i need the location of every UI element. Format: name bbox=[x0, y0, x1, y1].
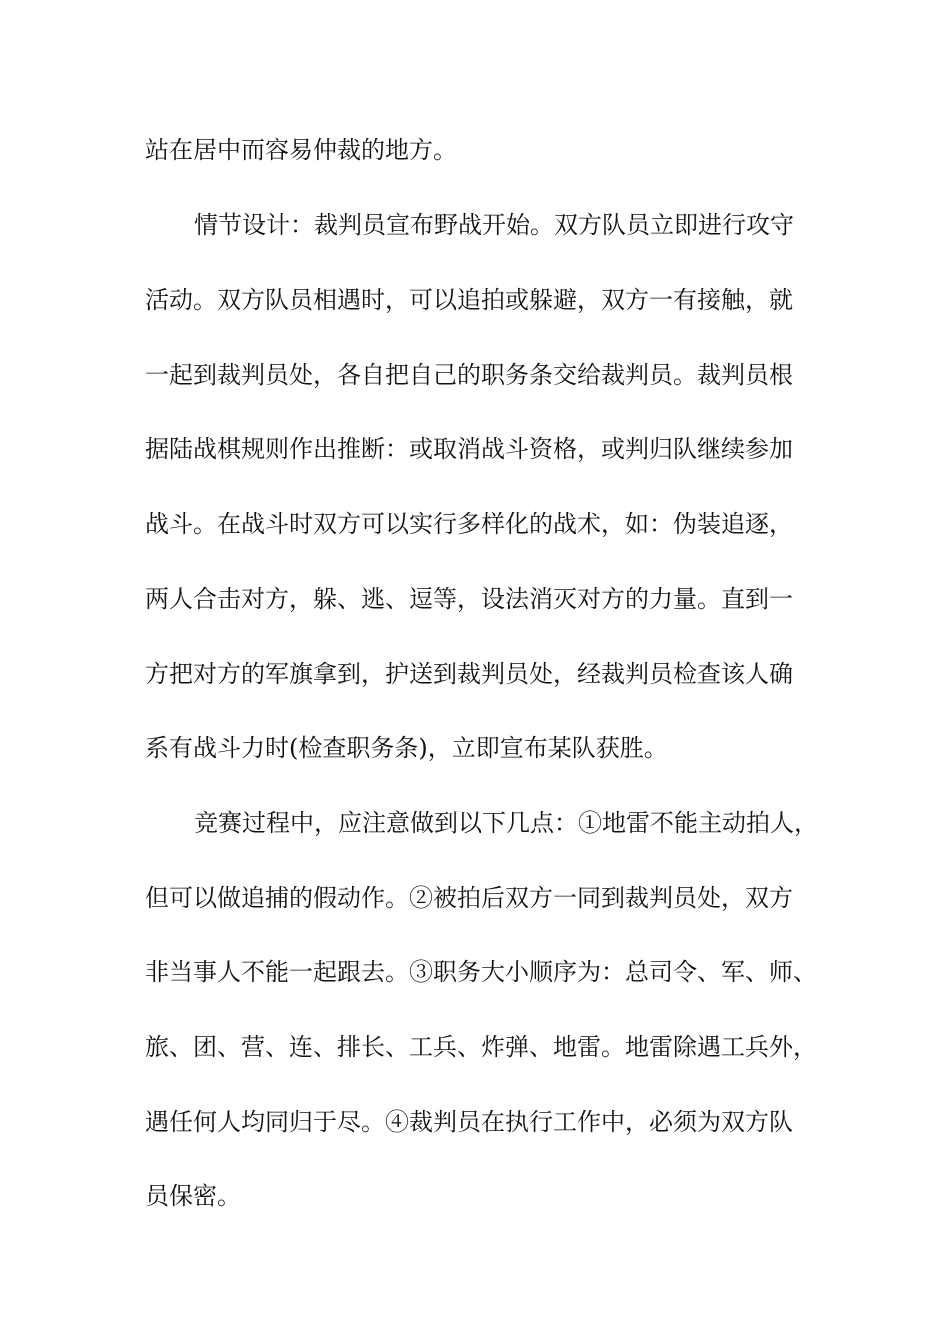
paragraph-line: 据陆战棋规则作出推断：或取消战斗资格，或判归队继续参加 bbox=[145, 435, 793, 463]
paragraph-line: 但可以做追捕的假动作。②被拍后双方一同到裁判员处，双方 bbox=[145, 884, 793, 912]
paragraph-line: 遇任何人均同归于尽。④裁判员在执行工作中，必须为双方队 bbox=[145, 1108, 793, 1136]
paragraph-line: 站在居中而容易仲裁的地方。 bbox=[145, 136, 457, 164]
paragraph-line: 系有战斗力时(检查职务条)，立即宣布某队获胜。 bbox=[145, 734, 668, 762]
paragraph-line: 活动。双方队员相遇时，可以追拍或躲避，双方一有接触，就 bbox=[145, 286, 793, 314]
paragraph-line: 两人合击对方，躲、逃、逗等，设法消灭对方的力量。直到一 bbox=[145, 585, 793, 613]
paragraph-line: 方把对方的军旗拿到，护送到裁判员处，经裁判员检查该人确 bbox=[145, 660, 793, 688]
paragraph-line: 员保密。 bbox=[145, 1182, 241, 1210]
paragraph-line: 竞赛过程中，应注意做到以下几点：①地雷不能主动拍人， bbox=[194, 809, 818, 837]
paragraph-line: 一起到裁判员处，各自把自己的职务条交给裁判员。裁判员根 bbox=[145, 361, 793, 389]
paragraph-line: 情节设计：裁判员宣布野战开始。双方队员立即进行攻守 bbox=[194, 211, 794, 239]
paragraph-line: 非当事人不能一起跟去。③职务大小顺序为：总司令、军、师、 bbox=[145, 958, 817, 986]
paragraph-line: 战斗。在战斗时双方可以实行多样化的战术，如：伪装追逐， bbox=[145, 510, 793, 538]
paragraph-line: 旅、团、营、连、排长、工兵、炸弹、地雷。地雷除遇工兵外， bbox=[145, 1033, 817, 1061]
